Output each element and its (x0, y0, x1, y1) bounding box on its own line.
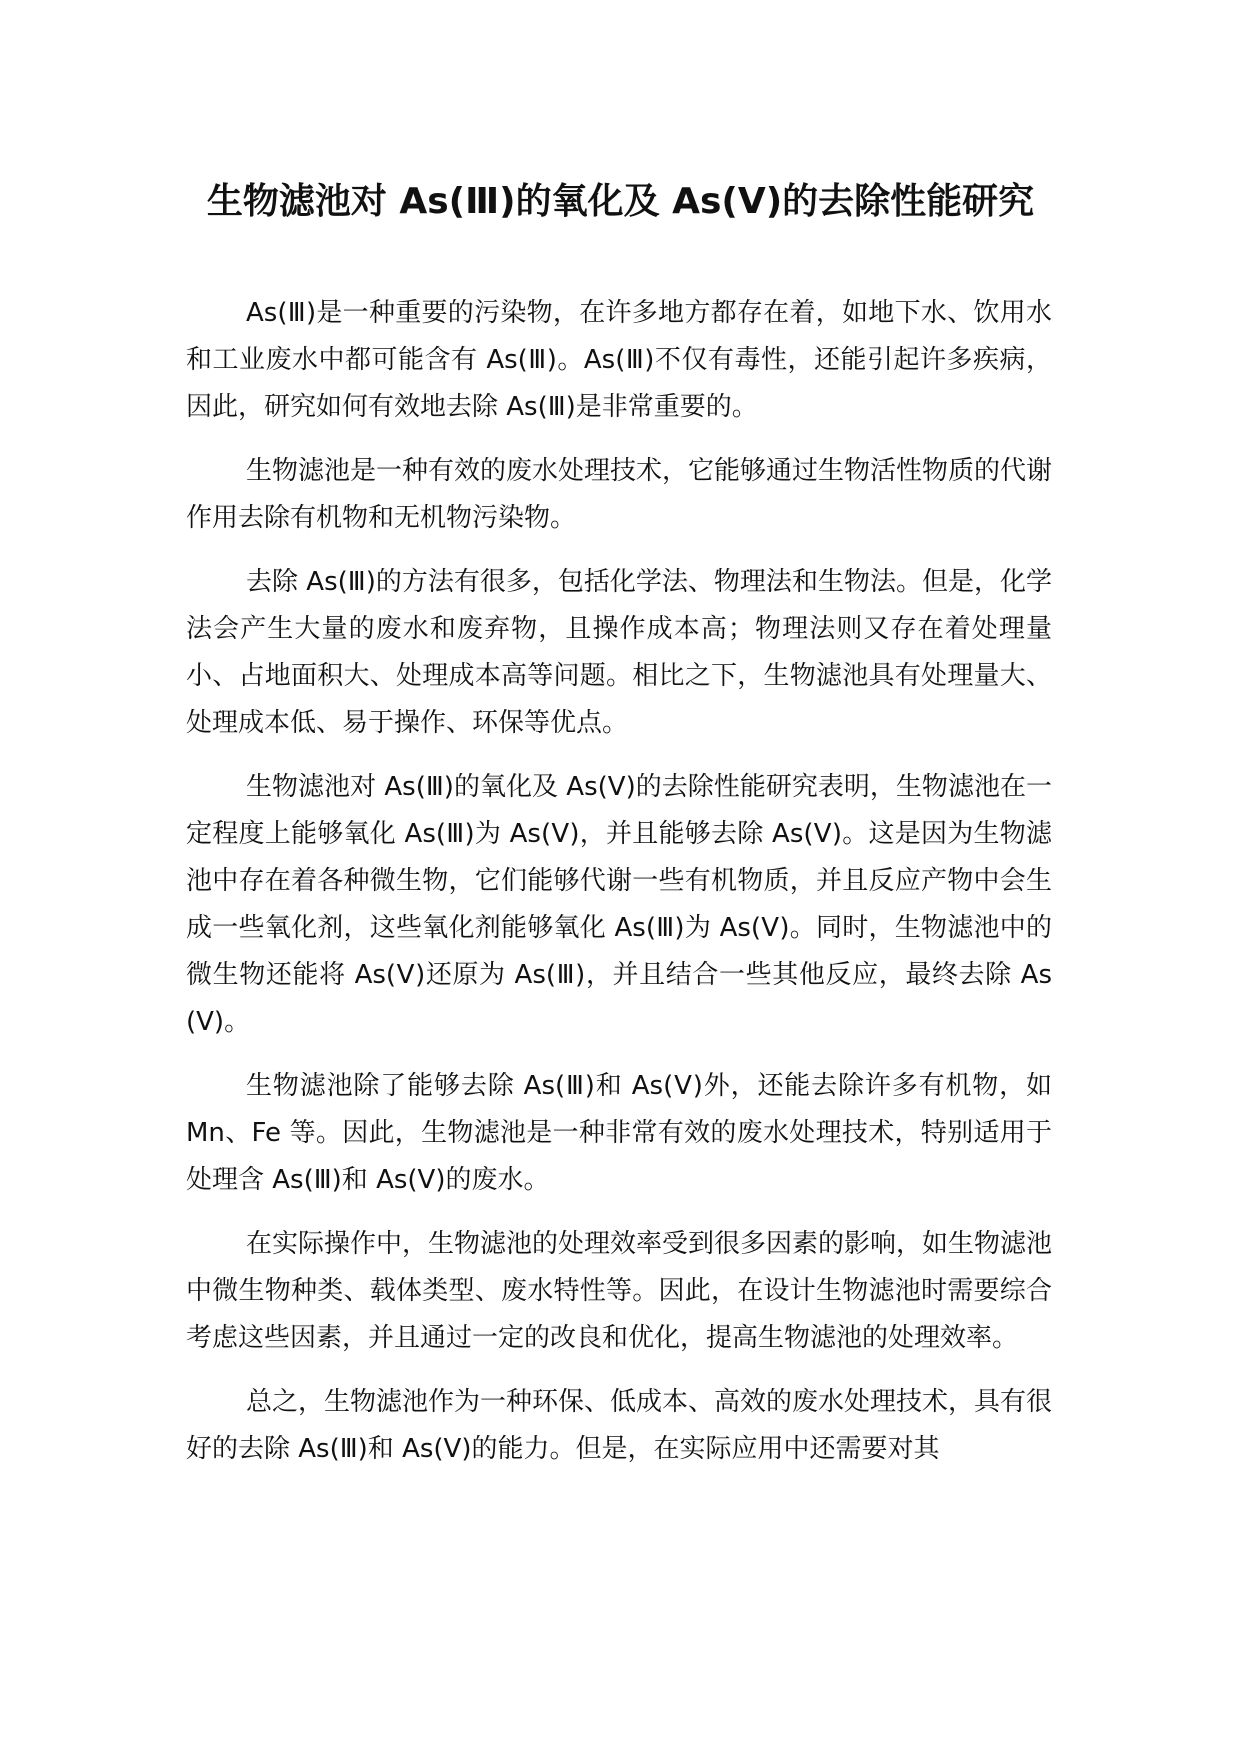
document-title: 生物滤池对 As(Ⅲ)的氧化及 As(Ⅴ)的去除性能研究 (206, 181, 1035, 222)
paragraph-3: 去除 As(Ⅲ)的方法有很多，包括化学法、物理法和生物法。但是，化学法会产生大量的废水和废弃物，且操作成本高；物理法则又存在着处理量小、占地面积大、处理成本高等问题。相比之下，生物滤池具有处理量大、处理成本低、易于操作、环保等优点。 (186, 567, 1052, 738)
paragraph-6: 在实际操作中，生物滤池的处理效率受到很多因素的影响，如生物滤池中微生物种类、载体类型、废水特性等。因此，在设计生物滤池时需要综合考虑这些因素，并且通过一定的改良和优化，提高生物滤池的处理效率。 (186, 1229, 1053, 1353)
paragraph-4: 生物滤池对 As(Ⅲ)的氧化及 As(Ⅴ)的去除性能研究表明，生物滤池在一定程度上能够氧化 As(Ⅲ)为 As(Ⅴ)，并且能够去除 As(Ⅴ)。这是因为生物滤池中存在着各种微生物，它们能够代谢一些有机物质，并且反应产物中会生成一些氧化剂，这些氧化剂能够氧化 As(Ⅲ)为 As(Ⅴ)。同时，生物滤池中的微生物还能将 As(Ⅴ)还原为 As(Ⅲ)，并且结合一些其他反应，最终去除 As(Ⅴ)。 (186, 772, 1052, 1037)
document-body (186, 290, 1052, 1490)
paragraph-2: 生物滤池是一种有效的废水处理技术，它能够通过生物活性物质的代谢作用去除有机物和无机物污染物。 (186, 456, 1053, 533)
paragraph-1: As(Ⅲ)是一种重要的污染物，在许多地方都存在着，如地下水、饮用水和工业废水中都可能含有 As(Ⅲ)。As(Ⅲ)不仅有毒性，还能引起许多疾病，因此，研究如何有效地去除 As(Ⅲ)是非常重要的。 (186, 298, 1052, 422)
paragraph-5: 生物滤池除了能够去除 As(Ⅲ)和 As(Ⅴ)外，还能去除许多有机物，如 Mn、Fe 等。因此，生物滤池是一种非常有效的废水处理技术，特别适用于处理含 As(Ⅲ)和 As(Ⅴ)的废水。 (186, 1071, 1052, 1195)
paragraph-7: 总之，生物滤池作为一种环保、低成本、高效的废水处理技术，具有很好的去除 As(Ⅲ)和 As(Ⅴ)的能力。但是，在实际应用中还需要对其 (186, 1387, 1053, 1464)
